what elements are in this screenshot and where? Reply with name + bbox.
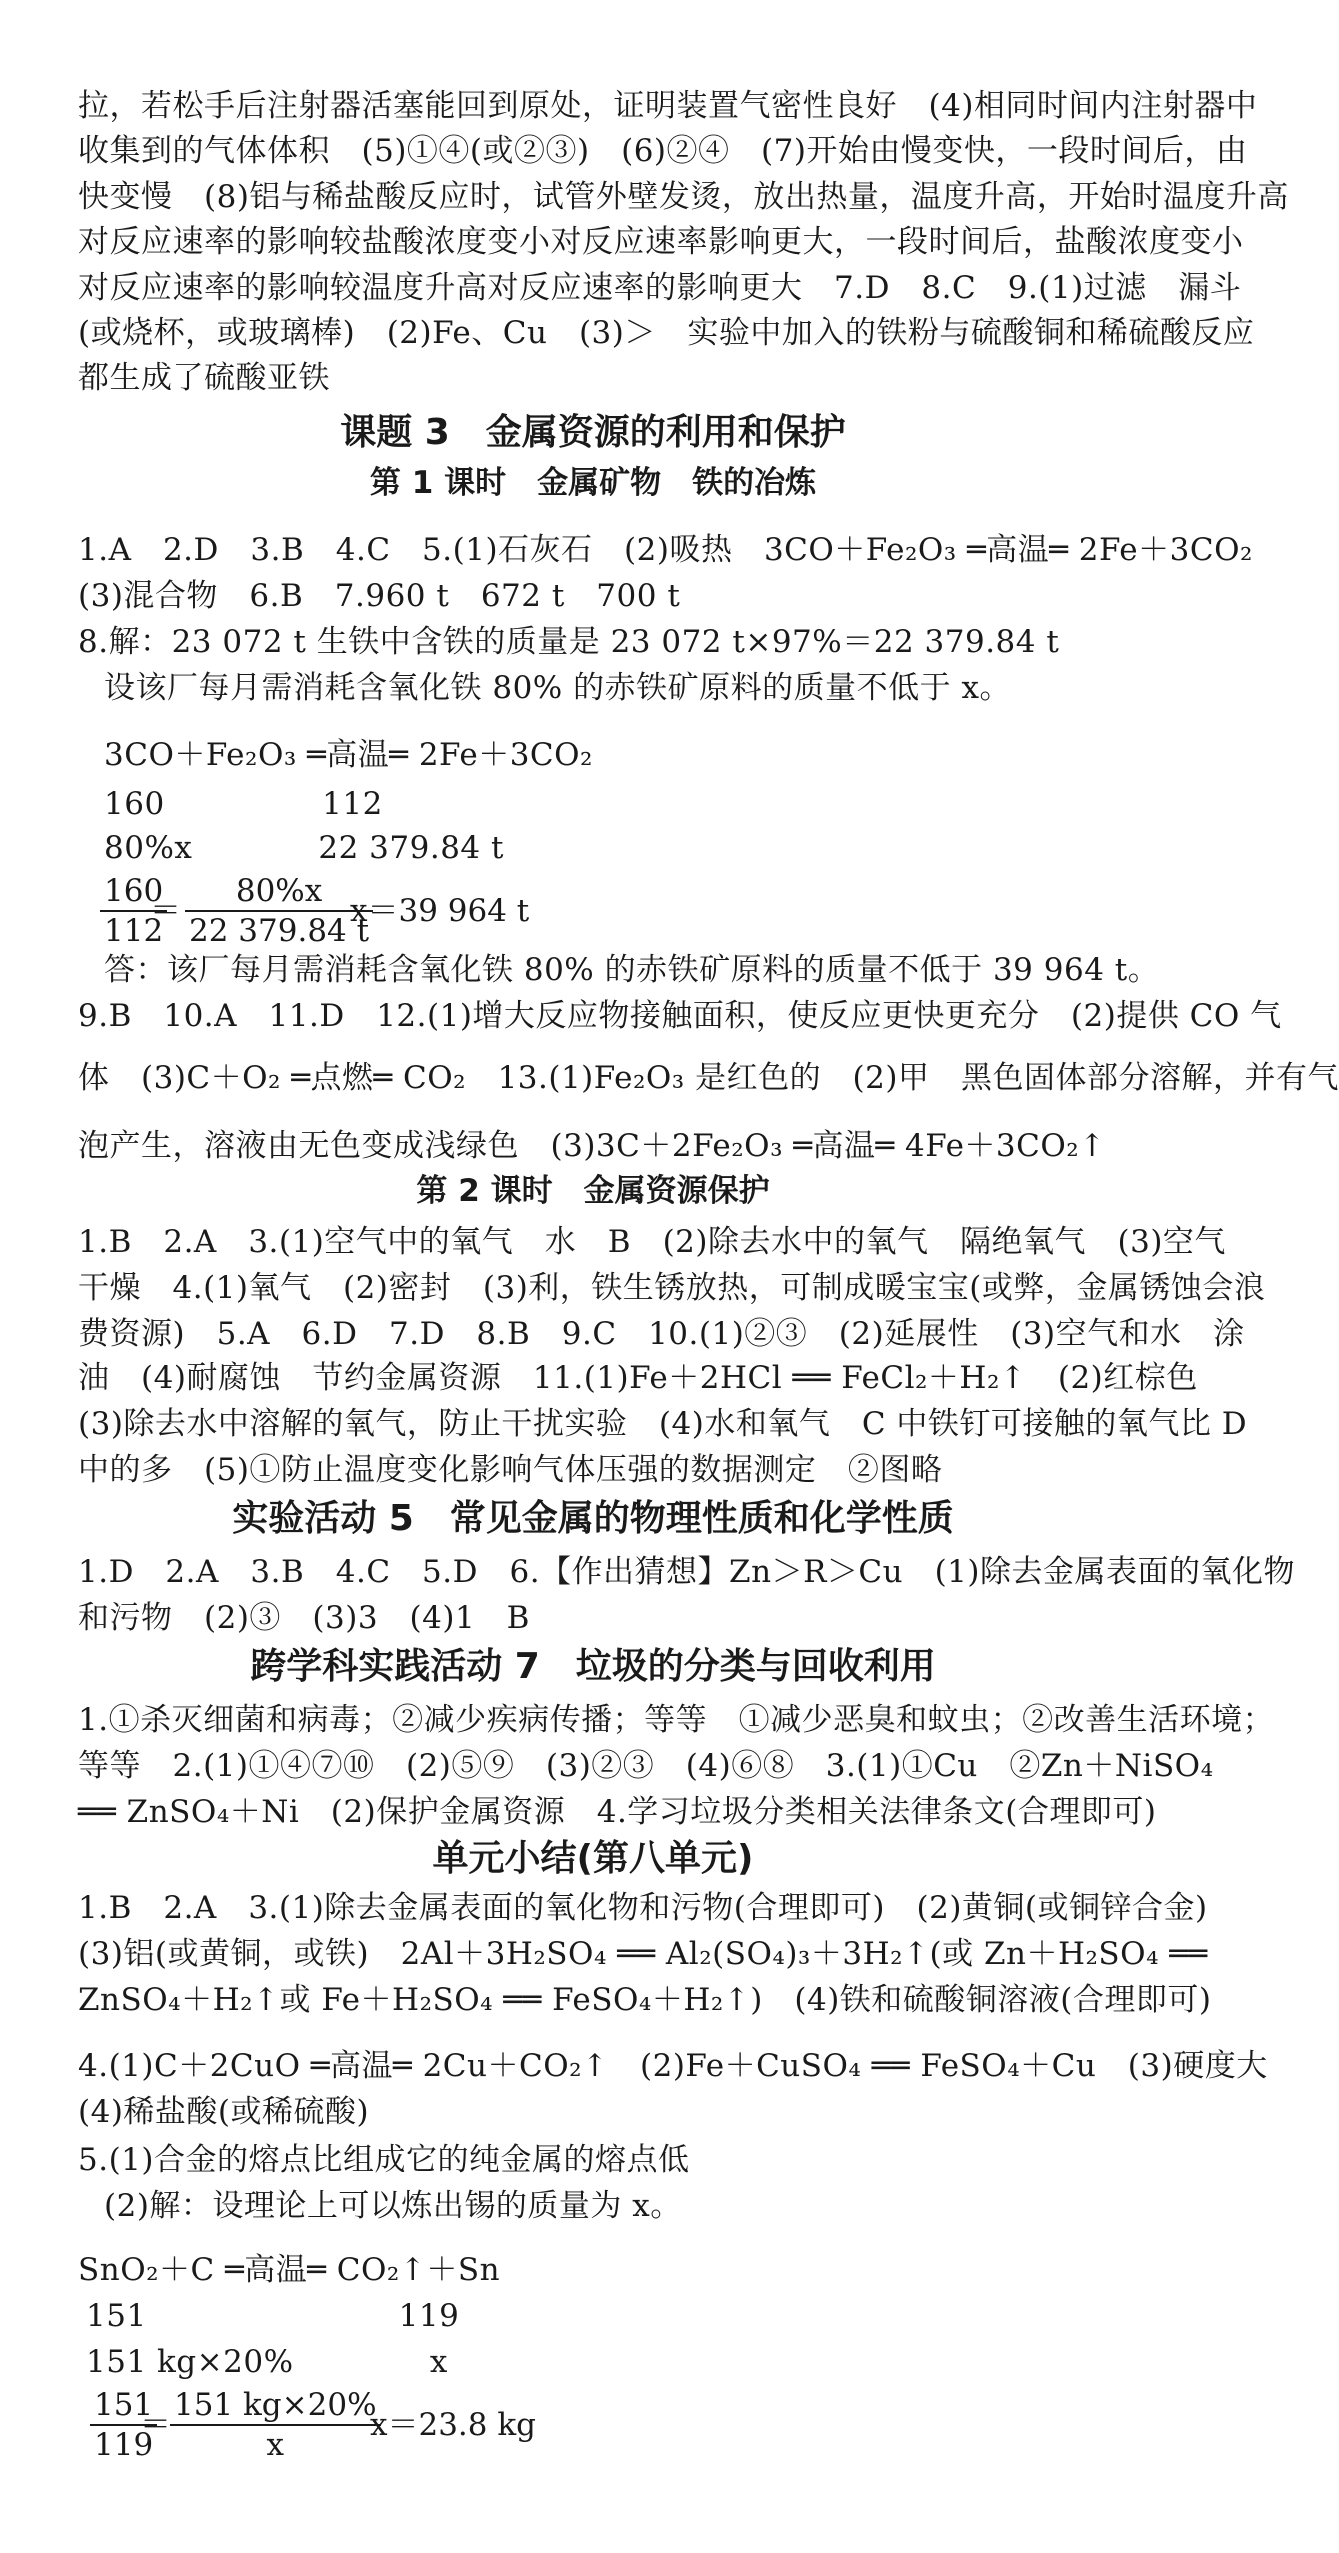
text-line: 收集到的气体体积 (5)①④(或②③) (6)②④ (7)开始由慢变快，一段时间后，由 (78, 133, 1248, 169)
text-line: 151 kg×20% x (86, 2344, 448, 2380)
text-line: 油 (4)耐腐蚀 节约金属资源 11.(1)Fe＋2HCl ══ FeCl₂＋H₂↑ (2)红棕色 (78, 1360, 1198, 1396)
calc-result: x＝23.8 kg (370, 2407, 536, 2443)
text-line: 8.解：23 072 t 生铁中含铁的质量是 23 072 t×97%＝22 379.84 t (78, 624, 1060, 660)
calc-result: x＝39 964 t (350, 893, 530, 929)
fraction-right (170, 2386, 381, 2464)
text-line: 对反应速率的影响较盐酸浓度变小对反应速率影响更大，一段时间后，盐酸浓度变小 (78, 224, 1244, 260)
text-line: 费资源) 5.A 6.D 7.D 8.B 9.C 10.(1)②③ (2)延展性 (3)空气和水 涂 (78, 1316, 1245, 1352)
text-line: (3)除去水中溶解的氧气，防止干扰实验 (4)水和氧气 C 中铁钉可接触的氧气比 D (78, 1406, 1248, 1442)
text-line: 快变慢 (8)铝与稀盐酸反应时，试管外壁发烫，放出热量，温度升高，开始时温度升高 (78, 179, 1289, 215)
fraction-denominator: 119 (94, 2427, 154, 2463)
text-line: (2)解：设理论上可以炼出锡的质量为 x。 (104, 2188, 682, 2224)
text-line: 1.B 2.A 3.(1)空气中的氧气 水 B (2)除去水中的氧气 隔绝氧气 (3)空气 (78, 1224, 1226, 1260)
section-heading: 单元小结(第八单元) (432, 1838, 754, 1879)
section-heading: 实验活动 5 常见金属的物理性质和化学性质 (232, 1498, 954, 1539)
text-line: 答：该厂每月需消耗含氧化铁 80% 的赤铁矿原料的质量不低于 39 964 t。 (104, 952, 1160, 988)
text-line: 1.B 2.A 3.(1)除去金属表面的氧化物和污物(合理即可) (2)黄铜(或铜锌合金) (78, 1890, 1208, 1926)
text-line: (或烧杯，或玻璃棒) (2)Fe、Cu (3)＞ 实验中加入的铁粉与硫酸铜和稀硫酸反应 (78, 315, 1255, 351)
text-line: ══ ZnSO₄＋Ni (2)保护金属资源 4.学习垃圾分类相关法律条文(合理即可) (78, 1794, 1157, 1830)
text-line: 等等 2.(1)①④⑦⑩ (2)⑤⑨ (3)②③ (4)⑥⑧ 3.(1)①Cu ②Zn＋NiSO₄ (78, 1748, 1214, 1784)
subsection-heading: 第 1 课时 金属矿物 铁的冶炼 (369, 465, 817, 501)
text-line: (3)铝(或黄铜，或铁) 2Al＋3H₂SO₄ ══ Al₂(SO₄)₃＋3H₂↑(或 Zn＋H₂SO₄ ══ (78, 1936, 1208, 1972)
text-line: 干燥 4.(1)氧气 (2)密封 (3)利，铁生锈放热，可制成暖宝宝(或弊，金属锈蚀会浪 (78, 1270, 1266, 1306)
section-heading: 跨学科实践活动 7 垃圾的分类与回收利用 (250, 1646, 936, 1687)
fraction-numerator: 151 kg×20% (170, 2386, 381, 2426)
text-line: (3)混合物 6.B 7.960 t 672 t 700 t (78, 578, 681, 614)
text-line: 1.D 2.A 3.B 4.C 5.D 6.【作出猜想】Zn＞R＞Cu (1)除去金属表面的氧化物 (78, 1554, 1295, 1590)
fraction-numerator: 151 (90, 2386, 157, 2426)
text-line: 拉，若松手后注射器活塞能回到原处，证明装置气密性良好 (4)相同时间内注射器中 (78, 88, 1258, 124)
text-line: 1.①杀灭细菌和病毒；②减少疾病传播；等等 ①减少恶臭和蚊虫；②改善生活环境； (78, 1702, 1275, 1738)
text-line: 都生成了硫酸亚铁 (78, 360, 330, 396)
subsection-heading: 第 2 课时 金属资源保护 (416, 1173, 770, 1209)
equation-line: SnO₂＋C ═高温═ CO₂↑＋Sn (78, 2252, 501, 2288)
fraction-numerator: 160 (100, 872, 167, 912)
text-line: 中的多 (5)①防止温度变化影响气体压强的数据测定 ②图略 (78, 1452, 943, 1488)
fraction-right (185, 872, 373, 950)
fraction-denominator: 112 (104, 913, 164, 949)
text-line: 80%x 22 379.84 t (104, 830, 504, 866)
text-line: 1.A 2.D 3.B 4.C 5.(1)石灰石 (2)吸热 3CO＋Fe₂O₃ ═高温═ 2Fe＋3CO₂ (78, 532, 1253, 568)
text-line: (4)稀盐酸(或稀硫酸) (78, 2094, 370, 2130)
text-line: 4.(1)C＋2CuO ═高温═ 2Cu＋CO₂↑ (2)Fe＋CuSO₄ ══ FeSO₄＋Cu (3)硬度大 (78, 2048, 1268, 2084)
text-line: 151 119 (86, 2298, 460, 2334)
text-line: 泡产生，溶液由无色变成浅绿色 (3)3C＋2Fe₂O₃ ═高温═ 4Fe＋3CO₂↑ (78, 1128, 1106, 1164)
text-line: 160 112 (104, 786, 383, 822)
text-line: 体 (3)C＋O₂ ═点燃═ CO₂ 13.(1)Fe₂O₃ 是红色的 (2)甲 黑色固体部分溶解，并有气 (78, 1060, 1339, 1096)
text-line: ZnSO₄＋H₂↑或 Fe＋H₂SO₄ ══ FeSO₄＋H₂↑) (4)铁和硫酸铜溶液(合理即可) (78, 1982, 1212, 2018)
fraction-denominator: x (266, 2427, 284, 2463)
text-line: 和污物 (2)③ (3)3 (4)1 B (78, 1600, 530, 1636)
fraction-denominator: 22 379.84 t (189, 913, 370, 949)
equation-line: 3CO＋Fe₂O₃ ═高温═ 2Fe＋3CO₂ (104, 737, 593, 773)
fraction-numerator: 80%x (185, 872, 373, 912)
text-line: 对反应速率的影响较温度升高对反应速率的影响更大 7.D 8.C 9.(1)过滤 漏斗 (78, 270, 1242, 306)
text-line: 5.(1)合金的熔点比组成它的纯金属的熔点低 (78, 2142, 690, 2178)
equals-sign: ＝ (140, 2407, 171, 2443)
text-line: 9.B 10.A 11.D 12.(1)增大反应物接触面积，使反应更快更充分 (2)提供 CO 气 (78, 998, 1282, 1034)
text-line: 设该厂每月需消耗含氧化铁 80% 的赤铁矿原料的质量不低于 x。 (104, 670, 1011, 706)
equals-sign: ＝ (150, 893, 181, 929)
section-heading: 课题 3 金属资源的利用和保护 (340, 412, 846, 453)
